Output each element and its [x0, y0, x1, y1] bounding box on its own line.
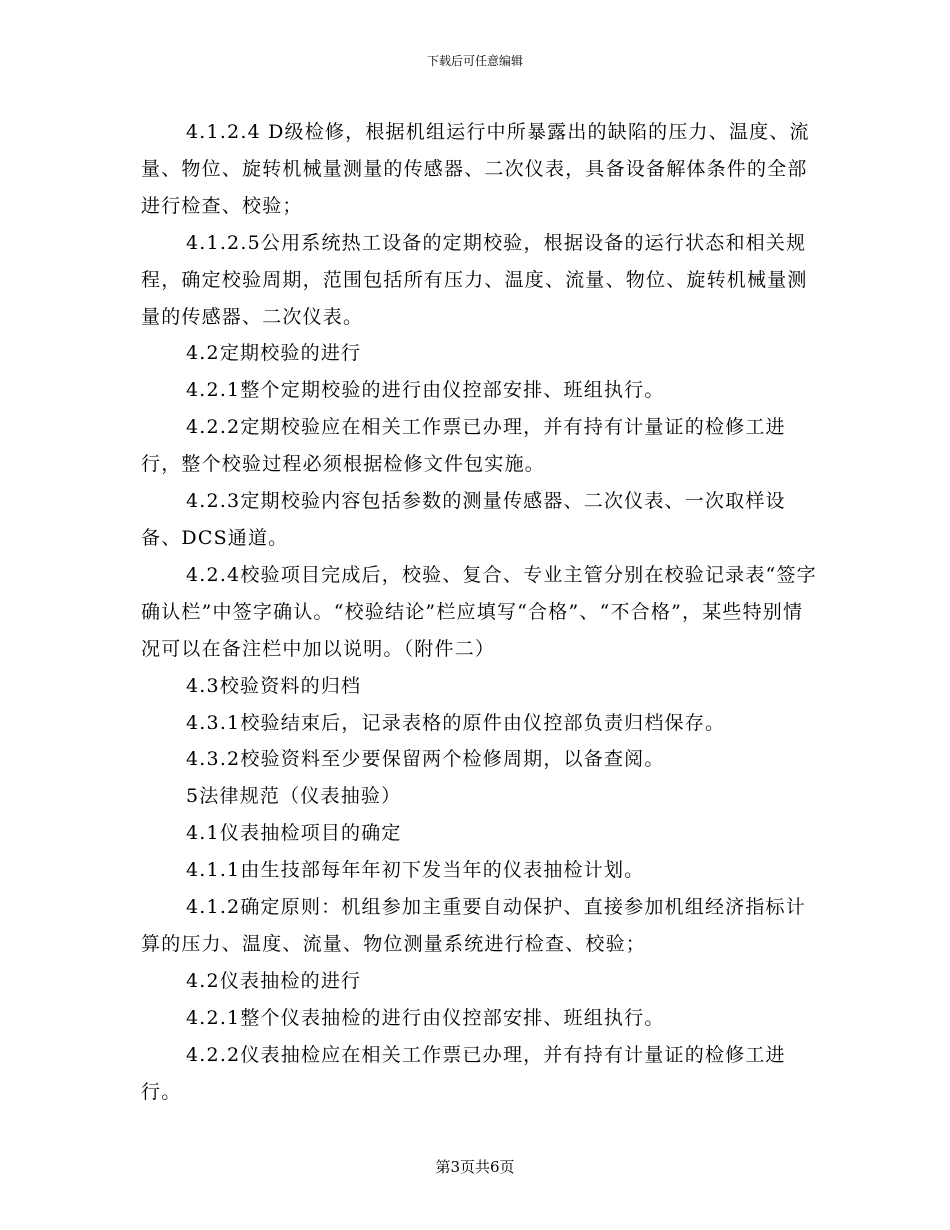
heading-4-2: 4.2定期校验的进行 — [186, 342, 362, 365]
paragraph-4-3-1: 4.3.1校验结束后，记录表格的原件由仪控部负责归档保存。 — [186, 711, 726, 734]
paragraph-4-2-1-inspection: 4.2.1整个仪表抽检的进行由仪控部安排、班组执行。 — [186, 1006, 665, 1029]
paragraph-4-1-2-5: 4.1.2.5公用系统热工设备的定期校验，根据设备的运行状态和相关规程，确定校验周期，范围包括所有压力、温度、流量、物位、旋转机械量测量的传感器、二次仪表。 — [141, 231, 808, 328]
paragraph-4-1-1: 4.1.1由生技部每年年初下发当年的仪表抽检计划。 — [186, 859, 645, 882]
heading-5: 5法律规范（仪表抽验） — [186, 785, 402, 808]
paragraph-4-1-2: 4.1.2确定原则：机组参加主重要自动保护、直接参加机组经济指标计算的压力、温度、流量、物位测量系统进行检查、校验； — [141, 896, 806, 955]
page-footer: 第3页共6页 — [435, 1158, 515, 1176]
heading-4-2-inspection: 4.2仪表抽检的进行 — [186, 969, 362, 992]
paragraph-4-2-3: 4.2.3定期校验内容包括参数的测量传感器、二次仪表、一次取样设备、DCS通道。 — [141, 490, 786, 549]
paragraph-4-1-2-4: 4.1.2.4 D级检修，根据机组运行中所暴露出的缺陷的压力、温度、流量、物位、旋转机械量测量的传感器、二次仪表，具备设备解体条件的全部进行检查、校验； — [141, 121, 810, 217]
heading-4-1: 4.1仪表抽检项目的确定 — [186, 822, 402, 845]
paragraph-4-3-2: 4.3.2校验资料至少要保留两个检修周期，以备查阅。 — [186, 748, 665, 771]
document-body — [141, 114, 821, 1110]
paragraph-4-2-4: 4.2.4校验项目完成后，校验、复合、专业主管分别在校验记录表“签字确认栏”中签字确认。“校验结论”栏应填写“合格”、“不合格”，某些特别情况可以在备注栏中加以说明。（附件二） — [141, 563, 817, 660]
paragraph-4-2-1: 4.2.1整个定期校验的进行由仪控部安排、班组执行。 — [186, 379, 665, 402]
heading-4-3: 4.3校验资料的归档 — [186, 674, 362, 697]
paragraph-4-2-2: 4.2.2定期校验应在相关工作票已办理，并有持有计量证的检修工进行，整个校验过程必须根据检修文件包实施。 — [141, 416, 786, 476]
paragraph-4-2-2-inspection: 4.2.2仪表抽检应在相关工作票已办理，并有持有计量证的检修工进行。 — [141, 1043, 786, 1103]
page-header: 下载后可任意编辑 — [426, 54, 523, 68]
